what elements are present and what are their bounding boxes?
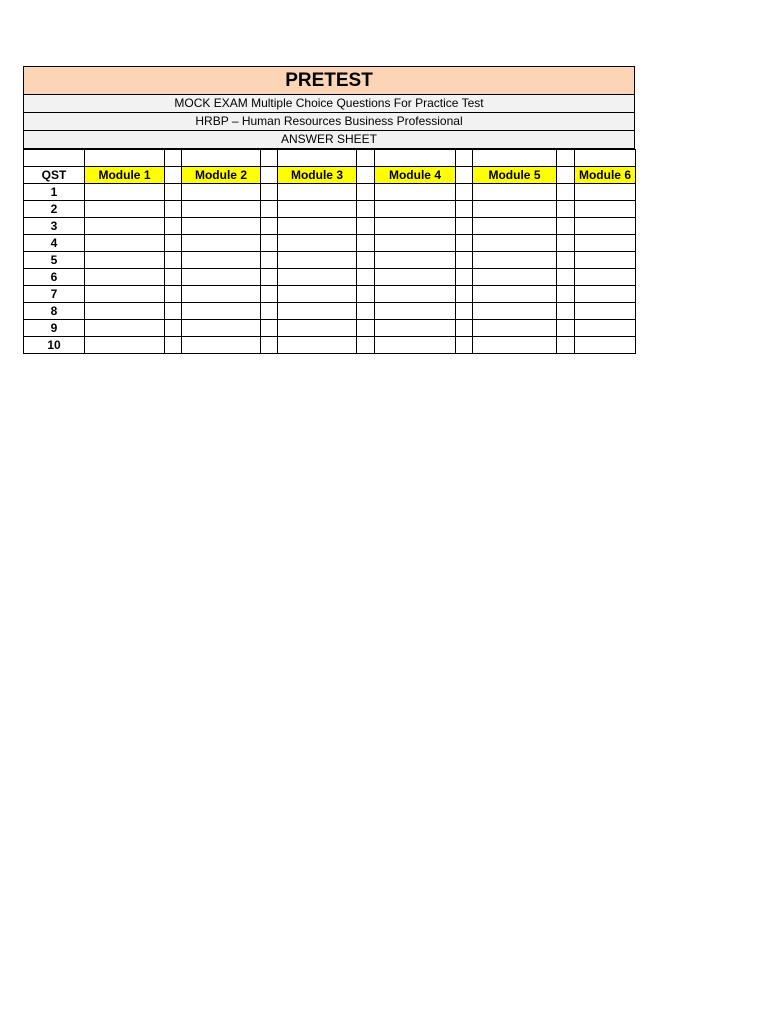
answer-cell[interactable] bbox=[182, 269, 261, 286]
gap-cell bbox=[456, 303, 473, 320]
answer-cell[interactable] bbox=[473, 218, 557, 235]
answer-cell[interactable] bbox=[473, 252, 557, 269]
question-number: 2 bbox=[24, 201, 85, 218]
gap-cell bbox=[456, 337, 473, 354]
spacer-cell bbox=[261, 150, 278, 167]
gap-cell bbox=[557, 269, 575, 286]
gap-cell bbox=[261, 337, 278, 354]
question-number: 8 bbox=[24, 303, 85, 320]
gap-cell bbox=[357, 235, 375, 252]
question-number: 7 bbox=[24, 286, 85, 303]
answer-cell[interactable] bbox=[473, 269, 557, 286]
question-row bbox=[24, 303, 636, 320]
answer-cell[interactable] bbox=[85, 201, 165, 218]
qst-header: QST bbox=[24, 167, 85, 184]
answer-cell[interactable] bbox=[375, 303, 456, 320]
answer-cell[interactable] bbox=[182, 201, 261, 218]
module-1-header: Module 1 bbox=[85, 167, 165, 184]
answer-grid bbox=[23, 149, 636, 354]
question-number: 4 bbox=[24, 235, 85, 252]
gap-cell bbox=[357, 286, 375, 303]
question-row bbox=[24, 184, 636, 201]
gap-cell bbox=[557, 286, 575, 303]
gap-cell bbox=[456, 201, 473, 218]
sheet-subtitle-certification: HRBP – Human Resources Business Professional bbox=[23, 113, 635, 131]
answer-cell[interactable] bbox=[473, 286, 557, 303]
answer-cell[interactable] bbox=[575, 218, 636, 235]
answer-cell[interactable] bbox=[575, 184, 636, 201]
answer-cell[interactable] bbox=[575, 320, 636, 337]
gap-cell bbox=[557, 252, 575, 269]
answer-cell[interactable] bbox=[85, 252, 165, 269]
question-row bbox=[24, 286, 636, 303]
gap-cell bbox=[261, 269, 278, 286]
answer-cell[interactable] bbox=[473, 184, 557, 201]
gap-cell bbox=[165, 320, 182, 337]
answer-cell[interactable] bbox=[85, 320, 165, 337]
gap-cell bbox=[165, 235, 182, 252]
answer-cell[interactable] bbox=[375, 201, 456, 218]
module-5-header: Module 5 bbox=[473, 167, 557, 184]
answer-cell[interactable] bbox=[473, 235, 557, 252]
answer-cell[interactable] bbox=[85, 235, 165, 252]
gap-cell bbox=[557, 337, 575, 354]
question-number: 10 bbox=[24, 337, 85, 354]
answer-cell[interactable] bbox=[85, 337, 165, 354]
gap-cell bbox=[456, 235, 473, 252]
answer-cell[interactable] bbox=[85, 286, 165, 303]
answer-cell[interactable] bbox=[182, 303, 261, 320]
answer-cell[interactable] bbox=[375, 184, 456, 201]
answer-cell[interactable] bbox=[278, 337, 357, 354]
gap-cell bbox=[165, 184, 182, 201]
spacer-row bbox=[24, 150, 636, 167]
answer-cell[interactable] bbox=[182, 337, 261, 354]
module-4-header: Module 4 bbox=[375, 167, 456, 184]
question-number: 6 bbox=[24, 269, 85, 286]
gap-cell bbox=[261, 252, 278, 269]
gap-cell bbox=[165, 303, 182, 320]
answer-cell[interactable] bbox=[278, 320, 357, 337]
answer-cell[interactable] bbox=[575, 286, 636, 303]
spacer-cell bbox=[575, 150, 636, 167]
gap-cell bbox=[165, 269, 182, 286]
gap-cell bbox=[456, 167, 473, 184]
gap-cell bbox=[357, 269, 375, 286]
answer-cell[interactable] bbox=[182, 184, 261, 201]
gap-cell bbox=[261, 286, 278, 303]
answer-cell[interactable] bbox=[473, 320, 557, 337]
answer-cell[interactable] bbox=[85, 269, 165, 286]
answer-cell[interactable] bbox=[182, 235, 261, 252]
gap-cell bbox=[557, 320, 575, 337]
question-row bbox=[24, 218, 636, 235]
answer-cell[interactable] bbox=[473, 303, 557, 320]
question-row bbox=[24, 337, 636, 354]
question-number: 9 bbox=[24, 320, 85, 337]
gap-cell bbox=[261, 303, 278, 320]
spacer-cell bbox=[24, 150, 85, 167]
sheet-title: PRETEST bbox=[23, 66, 635, 95]
gap-cell bbox=[165, 201, 182, 218]
answer-cell[interactable] bbox=[375, 235, 456, 252]
gap-cell bbox=[357, 252, 375, 269]
gap-cell bbox=[357, 320, 375, 337]
module-2-header: Module 2 bbox=[182, 167, 261, 184]
gap-cell bbox=[557, 201, 575, 218]
question-number: 1 bbox=[24, 184, 85, 201]
spacer-cell bbox=[557, 150, 575, 167]
answer-cell[interactable] bbox=[182, 320, 261, 337]
answer-cell[interactable] bbox=[182, 252, 261, 269]
gap-cell bbox=[557, 235, 575, 252]
answer-cell[interactable] bbox=[278, 252, 357, 269]
gap-cell bbox=[261, 218, 278, 235]
gap-cell bbox=[357, 201, 375, 218]
gap-cell bbox=[261, 235, 278, 252]
gap-cell bbox=[456, 218, 473, 235]
gap-cell bbox=[456, 184, 473, 201]
gap-cell bbox=[261, 320, 278, 337]
answer-cell[interactable] bbox=[575, 269, 636, 286]
answer-cell[interactable] bbox=[375, 320, 456, 337]
gap-cell bbox=[357, 184, 375, 201]
question-row bbox=[24, 201, 636, 218]
question-number: 5 bbox=[24, 252, 85, 269]
answer-cell[interactable] bbox=[375, 337, 456, 354]
gap-cell bbox=[261, 184, 278, 201]
question-row bbox=[24, 252, 636, 269]
answer-cell[interactable] bbox=[473, 201, 557, 218]
gap-cell bbox=[165, 167, 182, 184]
answer-cell[interactable] bbox=[278, 269, 357, 286]
answer-cell[interactable] bbox=[278, 218, 357, 235]
answer-cell[interactable] bbox=[575, 201, 636, 218]
gap-cell bbox=[456, 269, 473, 286]
question-row bbox=[24, 320, 636, 337]
answer-cell[interactable] bbox=[85, 218, 165, 235]
answer-cell[interactable] bbox=[278, 184, 357, 201]
answer-cell[interactable] bbox=[182, 218, 261, 235]
gap-cell bbox=[557, 218, 575, 235]
module-header-row bbox=[24, 167, 636, 184]
gap-cell bbox=[456, 252, 473, 269]
gap-cell bbox=[165, 218, 182, 235]
answer-sheet bbox=[23, 66, 635, 354]
answer-cell[interactable] bbox=[278, 235, 357, 252]
gap-cell bbox=[357, 218, 375, 235]
gap-cell bbox=[456, 320, 473, 337]
module-6-header: Module 6 bbox=[575, 167, 636, 184]
answer-cell[interactable] bbox=[575, 303, 636, 320]
gap-cell bbox=[261, 201, 278, 218]
spacer-cell bbox=[357, 150, 375, 167]
spacer-cell bbox=[85, 150, 165, 167]
answer-cell[interactable] bbox=[575, 337, 636, 354]
answer-cell[interactable] bbox=[575, 252, 636, 269]
sheet-subtitle-exam: MOCK EXAM Multiple Choice Questions For Practice Test bbox=[23, 95, 635, 113]
spacer-cell bbox=[456, 150, 473, 167]
spacer-cell bbox=[473, 150, 557, 167]
spacer-cell bbox=[182, 150, 261, 167]
answer-cell[interactable] bbox=[375, 252, 456, 269]
sheet-subtitle-answer-sheet: ANSWER SHEET bbox=[23, 131, 635, 149]
gap-cell bbox=[165, 337, 182, 354]
gap-cell bbox=[557, 184, 575, 201]
gap-cell bbox=[261, 167, 278, 184]
question-number: 3 bbox=[24, 218, 85, 235]
answer-cell[interactable] bbox=[278, 303, 357, 320]
gap-cell bbox=[557, 167, 575, 184]
gap-cell bbox=[456, 286, 473, 303]
answer-cell[interactable] bbox=[575, 235, 636, 252]
answer-cell[interactable] bbox=[85, 303, 165, 320]
gap-cell bbox=[357, 337, 375, 354]
answer-cell[interactable] bbox=[375, 218, 456, 235]
answer-cell[interactable] bbox=[182, 286, 261, 303]
gap-cell bbox=[165, 286, 182, 303]
spacer-cell bbox=[278, 150, 357, 167]
answer-cell[interactable] bbox=[473, 337, 557, 354]
spacer-cell bbox=[375, 150, 456, 167]
gap-cell bbox=[557, 303, 575, 320]
question-row bbox=[24, 269, 636, 286]
answer-grid-body bbox=[24, 150, 636, 354]
gap-cell bbox=[357, 167, 375, 184]
answer-cell[interactable] bbox=[278, 201, 357, 218]
module-3-header: Module 3 bbox=[278, 167, 357, 184]
answer-cell[interactable] bbox=[375, 286, 456, 303]
answer-cell[interactable] bbox=[278, 286, 357, 303]
answer-cell[interactable] bbox=[85, 184, 165, 201]
answer-cell[interactable] bbox=[375, 269, 456, 286]
gap-cell bbox=[165, 252, 182, 269]
gap-cell bbox=[357, 303, 375, 320]
question-row bbox=[24, 235, 636, 252]
spacer-cell bbox=[165, 150, 182, 167]
